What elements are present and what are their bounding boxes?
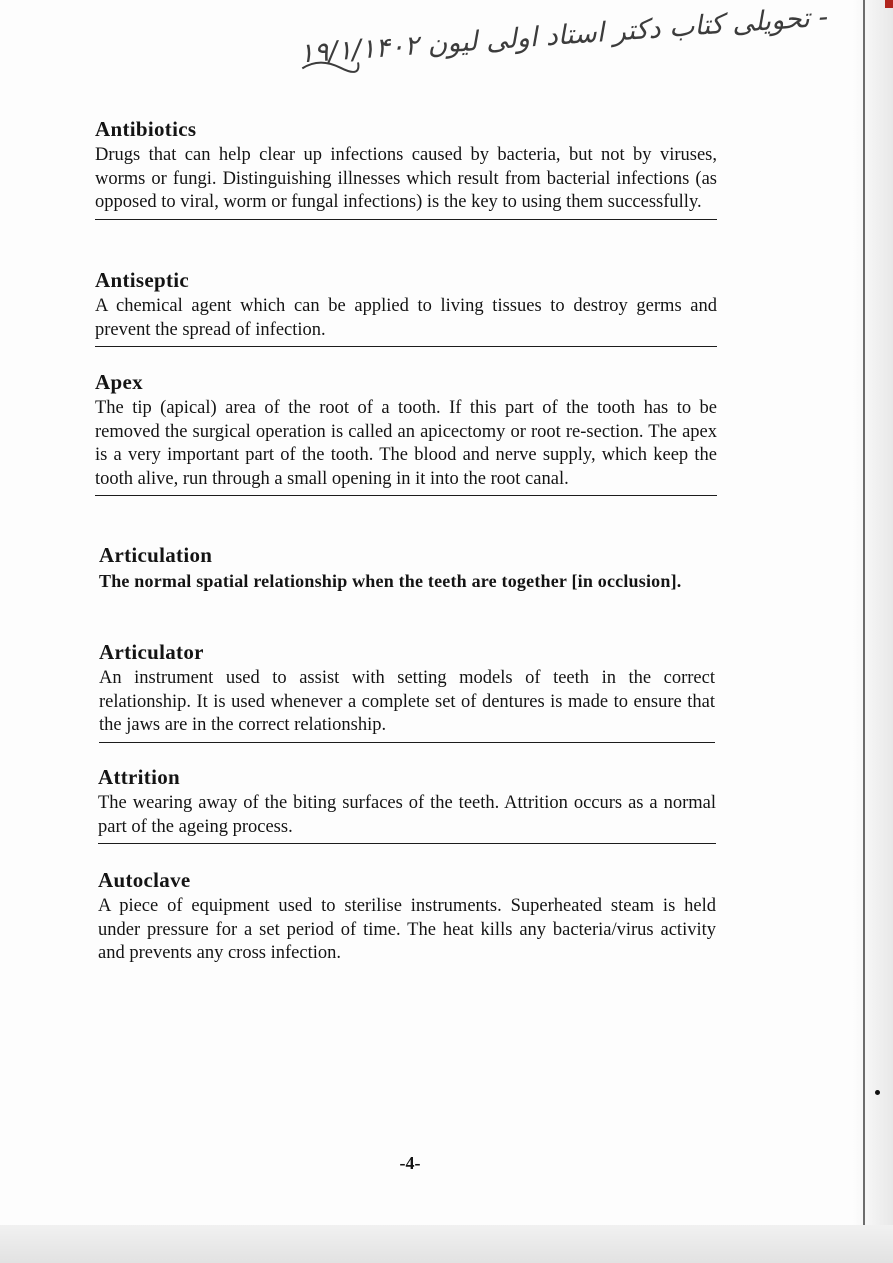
page-number: -4- — [399, 1153, 421, 1173]
entry-definition: The normal spatial relationship when the teeth are together [in occlusion]. — [99, 571, 682, 591]
entry-term: Antiseptic — [95, 268, 189, 292]
entry-definition: An instrument used to assist with setting models of teeth in the correct relationship. It is used whenever a complete set of dentures is made to ensure that the jaws are in the correct relationship. — [99, 668, 715, 735]
glossary-entry-antiseptic — [95, 268, 717, 347]
entry-term: Articulator — [99, 640, 204, 664]
entry-definition: A chemical agent which can be applied to living tissues to destroy germs and prevent the spread of infection. — [95, 296, 717, 340]
glossary-entry-attrition — [98, 765, 716, 844]
handwritten-note — [298, 2, 832, 109]
glossary-entry-antibiotics — [95, 117, 717, 220]
entry-definition: The wearing away of the biting surfaces of the teeth. Attrition occurs as a normal part of the ageing process. — [98, 793, 716, 837]
entry-term: Autoclave — [98, 868, 191, 892]
stray-dot — [875, 1090, 880, 1095]
entry-term: Apex — [95, 370, 143, 394]
entry-term: Antibiotics — [95, 117, 197, 141]
glossary-entry-autoclave — [98, 868, 716, 970]
glossary-entry-articulation — [99, 543, 715, 598]
handwritten-note-text: - تحویلی کتاب دکتر استاد اولی لیون ۱۹/۱/۱۴۰۲ — [298, 1, 830, 70]
entry-term: Attrition — [98, 765, 181, 789]
scan-bottom-strip — [0, 1225, 893, 1263]
entry-term: Articulation — [99, 543, 213, 567]
entry-definition: A piece of equipment used to sterilise instruments. Superheated steam is held under pressure for a set period of time. The heat kills any bacteria/virus activity and prevents any cross infection. — [98, 896, 716, 963]
page-edge-shadow — [853, 0, 893, 1263]
glossary-entry-apex — [95, 370, 717, 496]
page-edge-line — [863, 0, 865, 1225]
handwriting-flourish-icon — [299, 44, 362, 88]
entry-definition: The tip (apical) area of the root of a tooth. If this part of the tooth has to be removed the surgical operation is called an apicectomy or root re-section. The apex is a very important part of the tooth. The blood and nerve supply, which keep the tooth alive, run through a small opening in it into the root canal. — [95, 398, 717, 489]
corner-mark — [885, 0, 893, 8]
entry-definition: Drugs that can help clear up infections caused by bacteria, but not by viruses, worms or fungi. Distinguishing illnesses which result from bacterial infections (as opposed to viral, worm or fungal infections) is the key to using them successfully. — [95, 145, 717, 212]
glossary-entry-articulator — [99, 640, 715, 743]
